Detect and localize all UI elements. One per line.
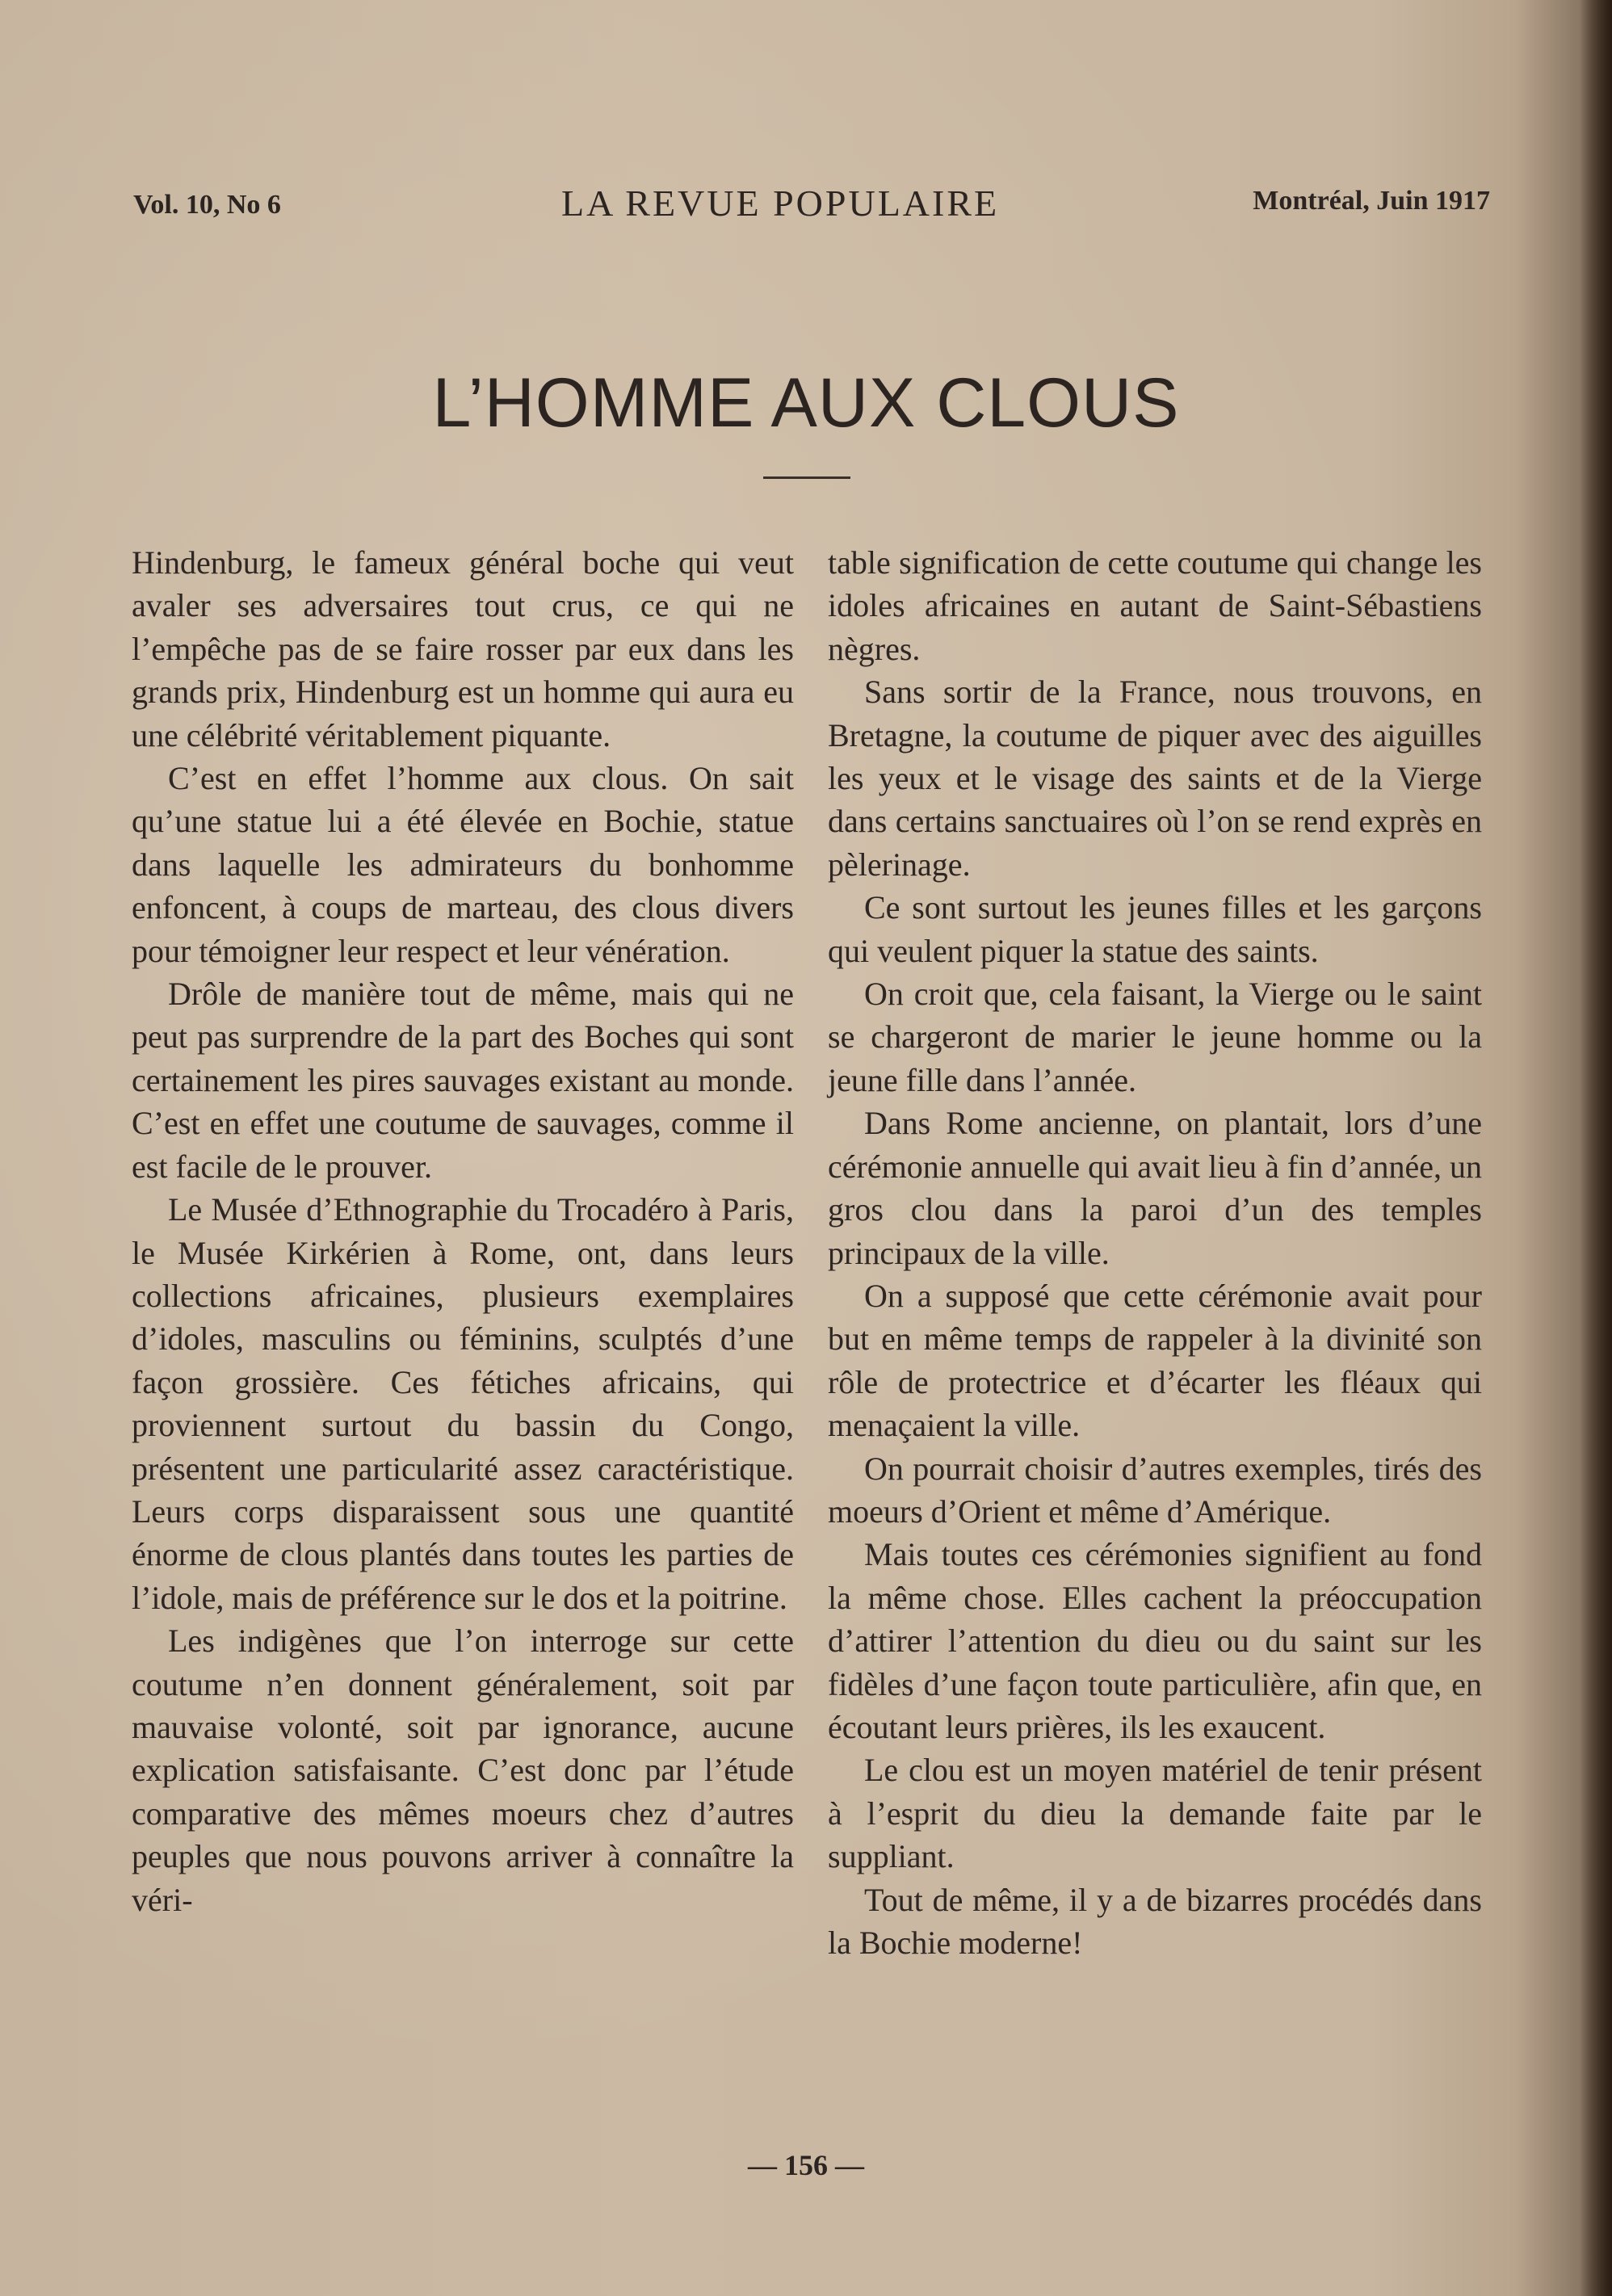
- paragraph: Sans sortir de la France, nous trouvons, en Bretagne, la coutume de piquer avec des aiguilles les yeux et le visage des saints et de la Vierge dans certains sanctuaires où l’on se rend exprès en pèlerinage.: [828, 674, 1482, 883]
- paragraph: Ce sont surtout les jeunes filles et les garçons qui veulent piquer la statue des saints.: [828, 889, 1482, 969]
- paragraph: On a supposé que cette cérémonie avait pour but en même temps de rappeler à la divinité son rôle de protectrice et d’écarter les fléaux qui menaçaient la ville.: [828, 1277, 1482, 1444]
- paragraph: Drôle de manière tout de même, mais qui ne peut pas surprendre de la part des Boches qui sont certainement les pires sauvages existant au monde. C’est en effet une coutume de sauvages, comme il est facile de le prouver.: [132, 976, 794, 1185]
- publication-name: LA REVUE POPULAIRE: [561, 183, 1000, 224]
- paragraph: C’est en effet l’homme aux clous. On sait qu’une statue lui a été élevée en Bochie, statue dans laquelle les admirateurs du bonhomme enfoncent, à coups de marteau, des clous divers pour témoigner leur respect et leur vénération.: [132, 760, 794, 969]
- paragraph: Le Musée d’Ethnographie du Trocadéro à Paris, le Musée Kirkérien à Rome, ont, dans leurs collections africaines, plusieurs exemplaires d’idoles, masculins ou féminins, sculptés d’une façon grossière. Ces fétiches africains, qui proviennent surtout du bassin du Congo, présentent une particularité assez caractéristique. Leurs corps disparaissent sous une quantité énorme de clous plantés dans toutes les parties de l’idole, mais de préférence sur le dos et la poitrine.: [132, 1191, 794, 1616]
- page-number: — 156 —: [748, 2149, 864, 2181]
- left-column: [132, 541, 794, 1921]
- paragraph: Les indigènes que l’on interroge sur cette coutume n’en donnent généralement, soit par mauvaise volonté, soit par ignorance, aucune explication satisfaisante. C’est donc par l’étude comparative des mêmes moeurs chez d’autres peuples que nous pouvons arriver à connaître la véri-: [132, 1622, 794, 1918]
- paragraph: On croit que, cela faisant, la Vierge ou le saint se chargeront de marier le jeune homme ou la jeune fille dans l’année.: [828, 976, 1482, 1098]
- paragraph: Le clou est un moyen matériel de tenir présent à l’esprit du dieu la demande faite par le suppliant.: [828, 1752, 1482, 1875]
- paragraph: Mais toutes ces cérémonies signifient au fond la même chose. Elles cachent la préoccupation d’attirer l’attention du dieu ou du saint sur les fidèles d’une façon toute particulière, afin que, en écoutant leurs prières, ils les exaucent.: [828, 1536, 1482, 1745]
- paragraph: On pourrait choisir d’autres exemples, tirés des moeurs d’Orient et même d’Amérique.: [828, 1450, 1482, 1530]
- paragraph: Tout de même, il y a de bizarres procédés dans la Bochie moderne!: [828, 1881, 1482, 1961]
- paragraph: Hindenburg, le fameux général boche qui veut avaler ses adversaires tout crus, ce qui ne l’empêche pas de se faire rosser par eux dans les grands prix, Hindenburg est un homme qui aura eu une célébrité véritablement piquante.: [132, 544, 794, 753]
- volume-number: Vol. 10, No 6: [133, 190, 281, 220]
- paragraph: table signification de cette coutume qui change les idoles africaines en autant de Saint-Sébastiens nègres.: [828, 544, 1482, 667]
- right-column: [828, 541, 1482, 1964]
- paragraph: Dans Rome ancienne, on plantait, lors d’une cérémonie annuelle qui avait lieu à fin d’année, un gros clou dans la paroi d’un des temples principaux de la ville.: [828, 1105, 1482, 1271]
- place-date: Montréal, Juin 1917: [1253, 186, 1490, 216]
- title-divider: [763, 476, 850, 479]
- page-spine-shadow: [1580, 0, 1612, 2296]
- article-title: L’HOMME AUX CLOUS: [432, 364, 1180, 442]
- running-header: [133, 182, 1490, 230]
